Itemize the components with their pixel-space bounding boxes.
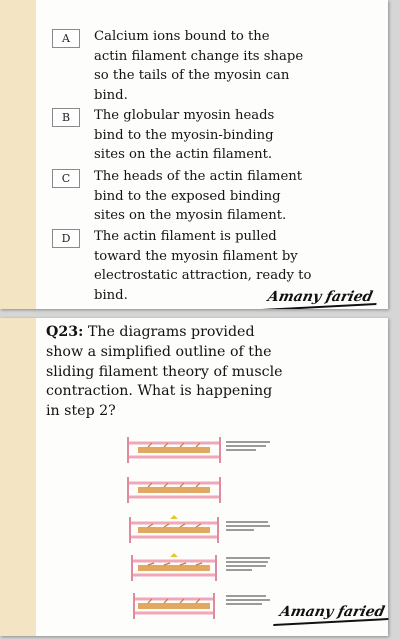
- option-letter-box: C: [52, 169, 80, 188]
- option-a[interactable]: [52, 27, 370, 105]
- question-body: The diagrams provided show a simplified outline of the sliding filament theory of muscle contraction. What is happening in step 2?: [46, 324, 283, 420]
- option-text: The heads of the actin filament bind to the exposed binding sites on the myosin filament.: [94, 169, 303, 223]
- step-caption: [226, 555, 276, 573]
- diagram-step-1: [124, 435, 284, 465]
- diagram-step-3: [124, 515, 284, 545]
- filament-illustration: [124, 553, 224, 583]
- option-b[interactable]: [52, 106, 370, 165]
- option-text: Calcium ions bound to the actin filament change its shape so the tails of the myosin can bind.: [94, 29, 304, 103]
- card-margin-stripe: [0, 318, 36, 636]
- diagram-step-5: [124, 591, 284, 621]
- diagram-step-2: [124, 475, 284, 505]
- option-text: The actin filament is pulled toward the myosin filament by electrostatic attraction, ready to bind.: [94, 229, 312, 303]
- question-number: Q23:: [46, 324, 84, 340]
- author-signature: Amany faried: [277, 604, 386, 620]
- sliding-filament-diagram: [124, 435, 284, 620]
- card-margin-stripe: [0, 0, 36, 309]
- step-caption: [226, 519, 276, 533]
- option-letter-box: B: [52, 108, 80, 127]
- filament-illustration: [124, 475, 224, 505]
- option-c[interactable]: [52, 167, 370, 226]
- diagram-step-4: [124, 553, 284, 583]
- step-caption: [226, 439, 276, 453]
- question-text: [46, 323, 376, 422]
- filament-illustration: [124, 435, 224, 465]
- author-signature: Amany faried: [265, 289, 374, 305]
- filament-illustration: [124, 591, 224, 621]
- step-caption: [226, 593, 276, 607]
- option-letter-box: D: [52, 229, 80, 248]
- answer-options-card: [0, 0, 388, 309]
- option-letter-box: A: [52, 29, 80, 48]
- filament-illustration: [124, 515, 224, 545]
- option-text: The globular myosin heads bind to the myosin-binding sites on the actin filament.: [94, 108, 275, 162]
